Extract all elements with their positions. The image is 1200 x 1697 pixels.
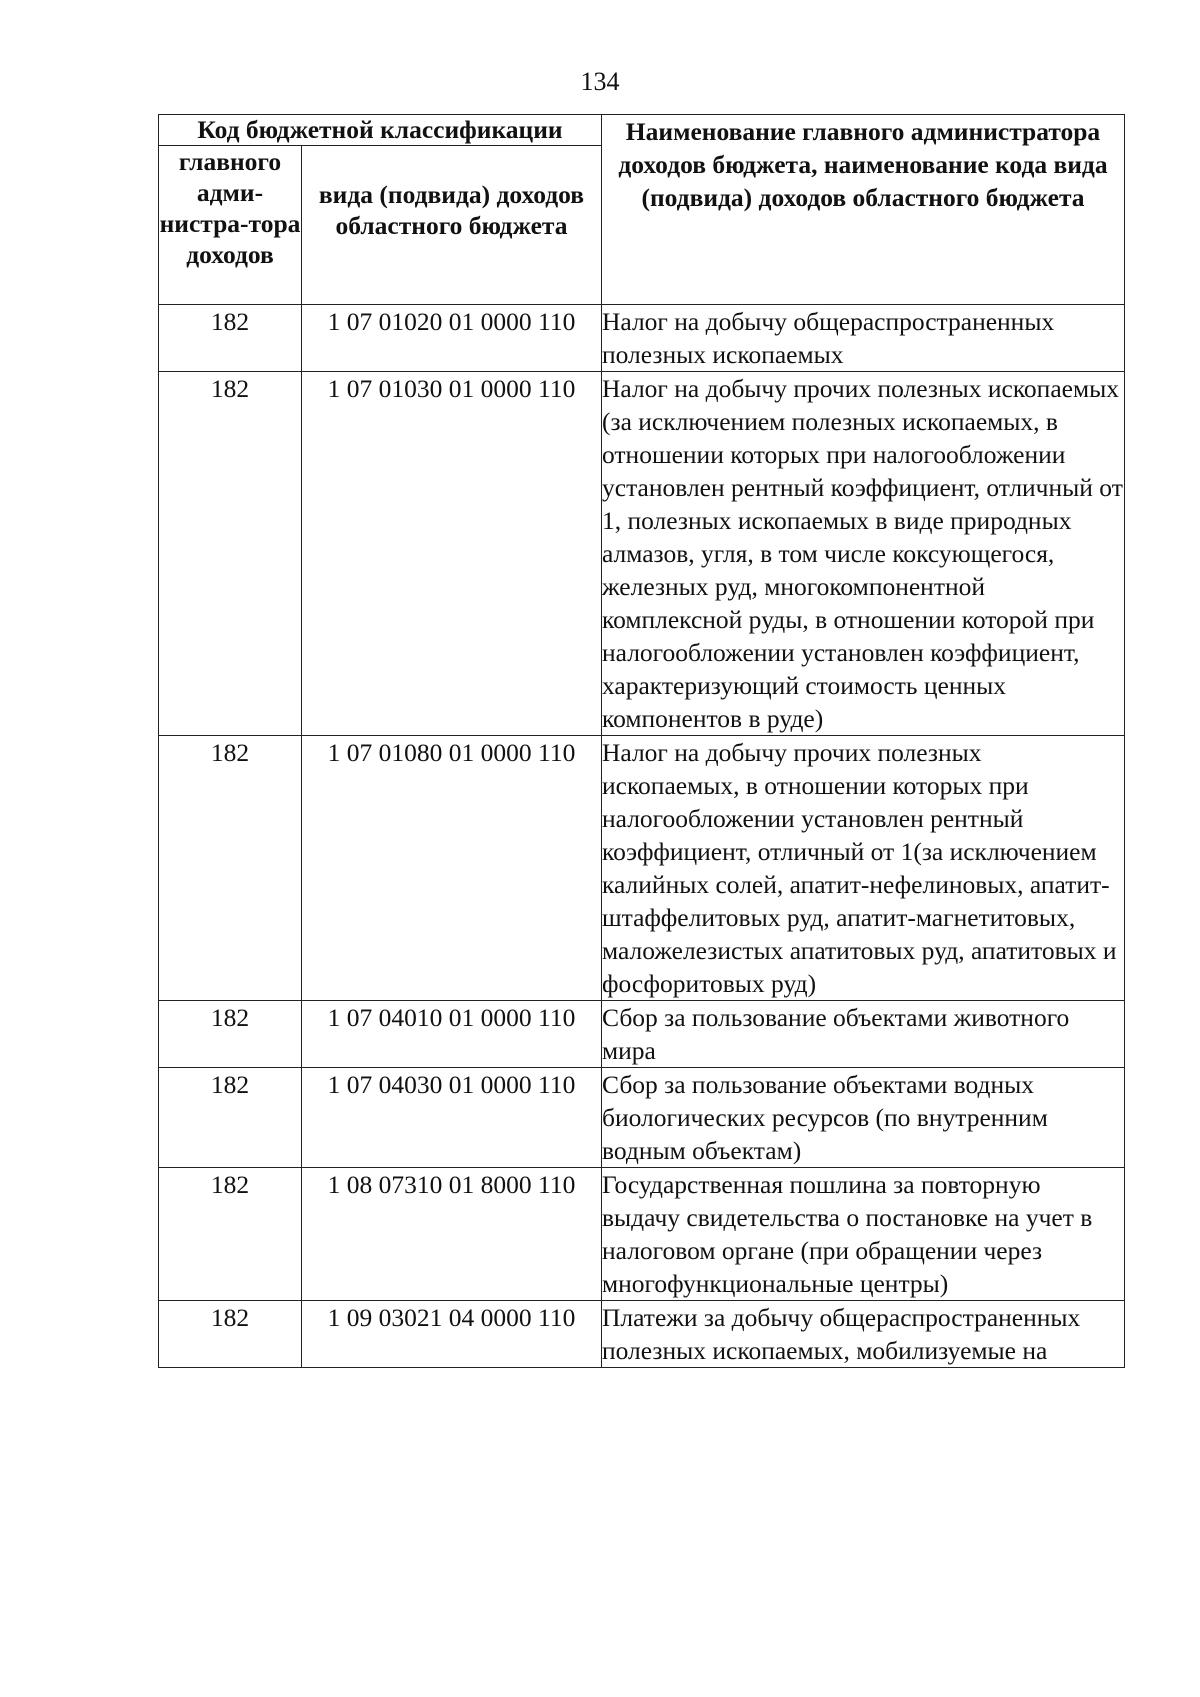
income-name-cell: Государственная пошлина за повторную выдачу свидетельства о постановке на учет в налоговом органе (при обращении через многофункциональные центры) (602, 1168, 1125, 1301)
income-code-cell: 1 07 01030 01 0000 110 (302, 372, 602, 736)
header-chief-administrator: главного адми-нистра-тора доходов (159, 146, 302, 305)
admin-code-cell: 182 (159, 1068, 302, 1168)
table-row (159, 1001, 1125, 1068)
admin-code-cell: 182 (159, 1168, 302, 1301)
header-name: Наименование главного администратора доходов бюджета, наименование кода вида (подвида) доходов областного бюджета (602, 115, 1125, 305)
budget-classification-table (158, 114, 1125, 1368)
income-code-cell: 1 07 01080 01 0000 110 (302, 736, 602, 1001)
income-name-cell: Платежи за добычу общераспространенных полезных ископаемых, мобилизуемые на (602, 1301, 1125, 1368)
income-name-cell: Сбор за пользование объектами водных биологических ресурсов (по внутренним водным объектам) (602, 1068, 1125, 1168)
header-row-top (159, 115, 1125, 146)
table-row (159, 1301, 1125, 1368)
table-row (159, 1068, 1125, 1168)
header-budget-classification-code: Код бюджетной классификации (159, 115, 602, 146)
income-name-cell: Налог на добычу общераспространенных полезных ископаемых (602, 305, 1125, 372)
admin-code-cell: 182 (159, 1001, 302, 1068)
income-code-cell: 1 07 04010 01 0000 110 (302, 1001, 602, 1068)
income-name-cell: Налог на добычу прочих полезных ископаемых, в отношении которых при налогообложении установлен рентный коэффициент, отличный от 1(за исключением калийных солей, апатит-нефелиновых, апатит-штаффелитовых руд, апатит-магнетитовых, маложелезистых апатитовых руд, апатитовых и фосфоритовых руд) (602, 736, 1125, 1001)
table-row (159, 736, 1125, 1001)
income-code-cell: 1 07 04030 01 0000 110 (302, 1068, 602, 1168)
page-number: 134 (580, 67, 620, 96)
income-code-cell: 1 07 01020 01 0000 110 (302, 305, 602, 372)
admin-code-cell: 182 (159, 1301, 302, 1368)
income-name-cell: Сбор за пользование объектами животного мира (602, 1001, 1125, 1068)
header-income-type-code: вида (подвида) доходов областного бюджета (302, 146, 602, 305)
income-code-cell: 1 09 03021 04 0000 110 (302, 1301, 602, 1368)
table-row (159, 372, 1125, 736)
admin-code-cell: 182 (159, 372, 302, 736)
admin-code-cell: 182 (159, 305, 302, 372)
table-row (159, 305, 1125, 372)
income-name-cell: Налог на добычу прочих полезных ископаемых (за исключением полезных ископаемых, в отношении которых при налогообложении установлен рентный коэффициент, отличный от 1, полезных ископаемых в виде природных алмазов, угля, в том числе коксующегося, железных руд, многокомпонентной комплексной руды, в отношении которой при налогообложении установлен коэффициент, характеризующий стоимость ценных компонентов в руде) (602, 372, 1125, 736)
income-code-cell: 1 08 07310 01 8000 110 (302, 1168, 602, 1301)
table-row (159, 1168, 1125, 1301)
admin-code-cell: 182 (159, 736, 302, 1001)
